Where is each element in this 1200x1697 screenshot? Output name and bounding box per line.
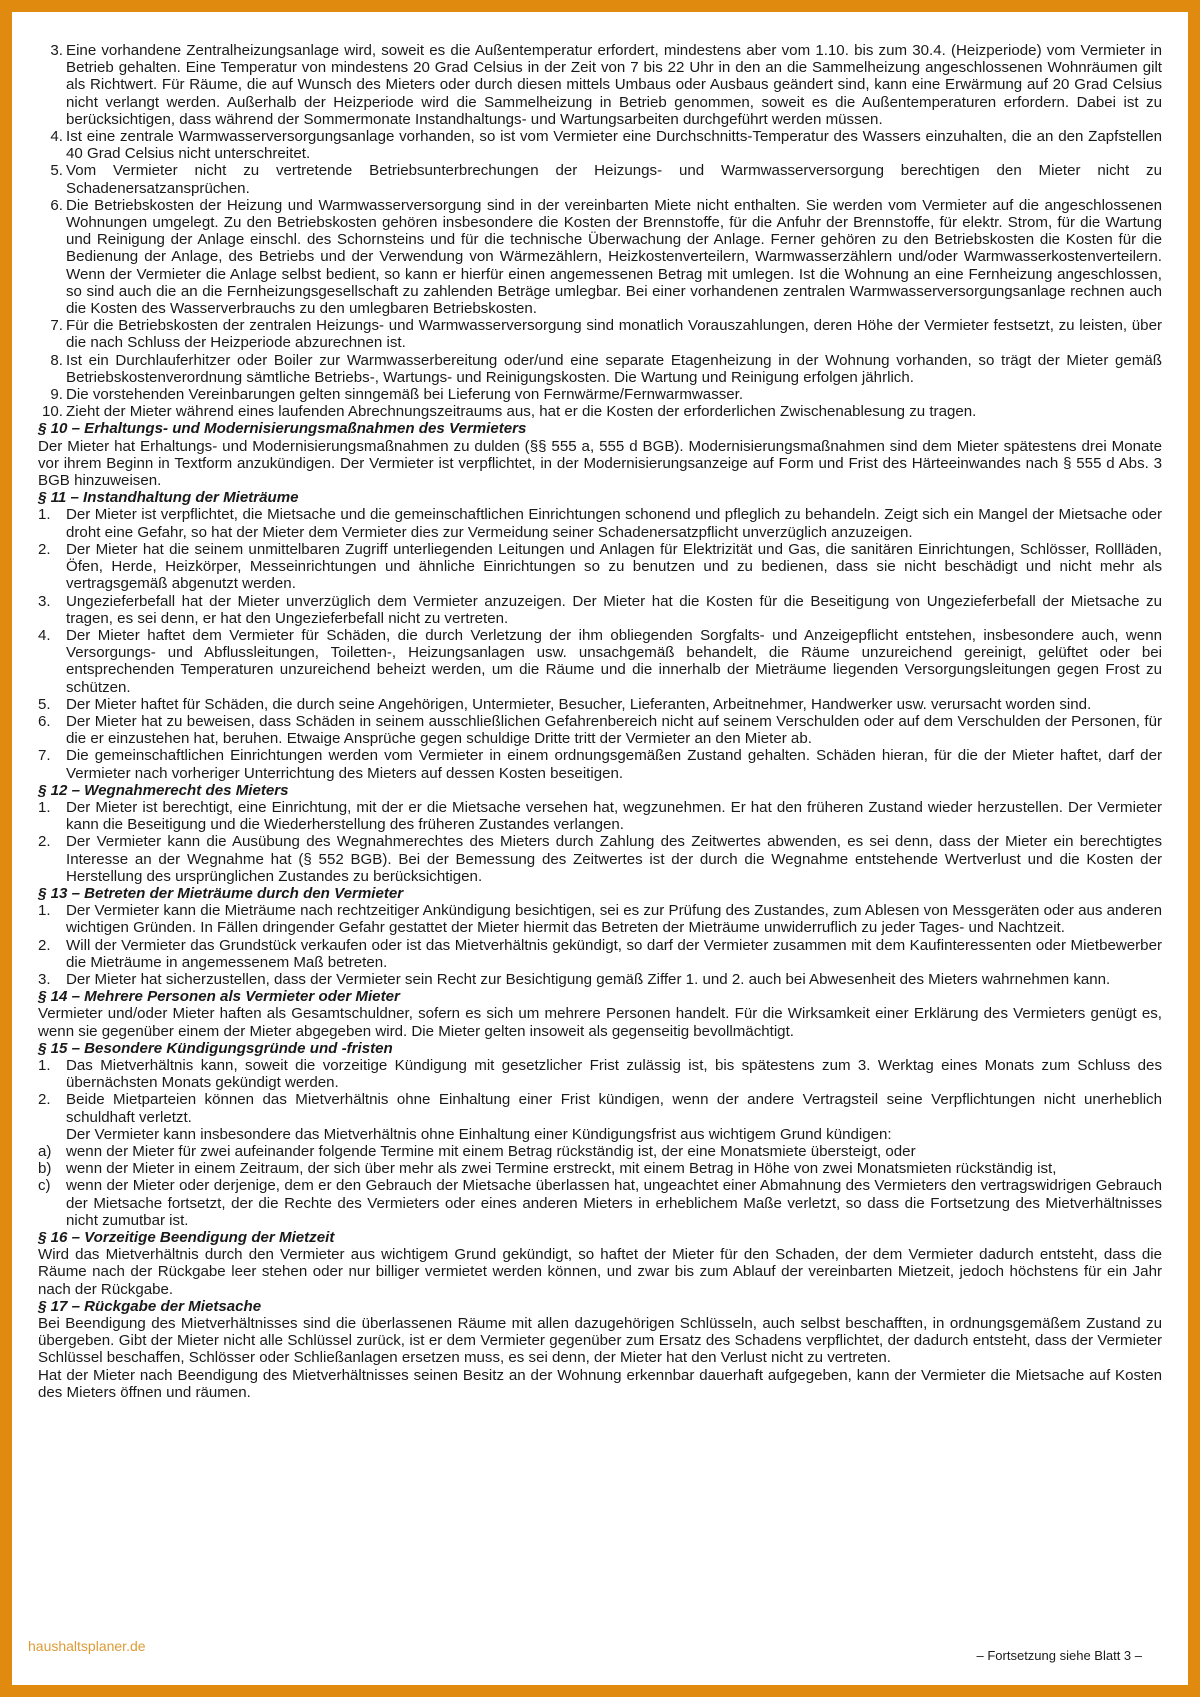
item-text: Der Vermieter kann die Ausübung des Wegnahmerechtes des Mieters durch Zahlung des Zeitwertes abwenden, es sei denn, dass der Mieter ein berechtigtes Interesse an der Wegnahme hat (§ 552 BGB). Bei der Bemessung des Zeitwertes ist der durch die Wegnahme entstehende Wertverlust und die Kosten der Herstellung des ursprünglichen Zustandes zu berücksichtigen. — [66, 833, 1162, 885]
list-item — [38, 747, 1162, 781]
item-text: wenn der Mieter oder derjenige, dem er den Gebrauch der Mietsache überlassen hat, ungeachtet einer Abmahnung des Vermieters den vertragswidrigen Gebrauch der Mietsache fortsetzt, der die Rechte des Vermieters oder eines anderen Mieters in erheblichem Maße verletzt, so dass die Fortsetzung des Mietverhältnisses nicht zumutbar ist. — [66, 1177, 1162, 1229]
item-text: Vom Vermieter nicht zu vertretende Betriebsunterbrechungen der Heizungs- und Warmwasserversorgung berechtigen den Mieter nicht zu Schadenersatzansprüchen. — [66, 162, 1162, 197]
list-item — [38, 506, 1162, 540]
item-text: wenn der Mieter für zwei aufeinander folgende Termine mit einem Betrag rückständig ist, der eine Monatsmiete übersteigt, oder — [66, 1143, 916, 1160]
list-item — [38, 128, 1162, 162]
item-number: 1. — [38, 1056, 51, 1074]
section-13-list — [38, 902, 1162, 988]
item-number: a) — [38, 1143, 52, 1160]
list-item — [38, 1143, 1162, 1160]
item-number: 1. — [38, 902, 51, 920]
item-number: 2. — [38, 1091, 51, 1109]
item-number: 7. — [50, 317, 63, 335]
list-item — [38, 541, 1162, 593]
item-number: 1. — [38, 798, 51, 816]
section-17-title: § 17 – Rückgabe der Mietsache — [38, 1297, 262, 1315]
item-number: c) — [38, 1177, 51, 1195]
section-17-text-2: Hat der Mieter nach Beendigung des Mietverhältnisses seinen Besitz an der Wohnung erkennbar dauerhaft aufgegeben, kann der Vermieter die Mietsache auf Kosten des Mieters öffnen und räumen. — [38, 1366, 1162, 1401]
item-number: 10. — [42, 403, 63, 421]
section-10-text: Der Mieter hat Erhaltungs- und Modernisierungsmaßnahmen zu dulden (§§ 555 a, 555 d BGB). Modernisierungsmaßnahmen sind dem Mieter spätestens drei Monate vor ihrem Beginn in Textform anzukündigen. Der Vermieter ist verpflichtet, in der Modernisierungsanzeige auf Form und Frist des Härteeinwandes nach § 555 d Abs. 3 BGB hinzuweisen. — [38, 437, 1162, 490]
list-item — [38, 1091, 1162, 1125]
item-number: 1. — [38, 506, 51, 524]
list-item — [38, 317, 1162, 351]
item-number: 2. — [38, 833, 51, 851]
list-item — [38, 902, 1162, 936]
item-text: Die gemeinschaftlichen Einrichtungen werden vom Vermieter in einem ordnungsgemäßen Zustand gehalten. Schäden hieran, für die der Mieter haftet, darf der Vermieter nach vorheriger Unterrichtung des Mieters auf dessen Kosten beseitigen. — [66, 747, 1162, 782]
section-14-text: Vermieter und/oder Mieter haften als Gesamtschuldner, sofern es sich um mehrere Personen handelt. Für die Wirksamkeit einer Erklärung des Vermieters genügt es, wenn sie gegenüber einem der Mieter abgegeben wird. Die Mieter gelten insoweit als gegenseitig bevollmächtigt. — [38, 1005, 1162, 1040]
item-number: 3. — [50, 42, 63, 59]
item-text: Beide Mietparteien können das Mietverhältnis ohne Einhaltung einer Frist kündigen, wenn der andere Vertragsteil seine Verpflichtungen nicht unerheblich schuldhaft verletzt. — [66, 1091, 1162, 1126]
item-text: Ist eine zentrale Warmwasserversorgungsanlage vorhanden, so ist vom Vermieter eine Durchschnitts-Temperatur des Wassers einzuhalten, die an den Zapfstellen 40 Grad Celsius nicht unterschreitet. — [66, 128, 1162, 163]
item-text: Der Vermieter kann die Mieträume nach rechtzeitiger Ankündigung besichtigen, sei es zur Prüfung des Zustandes, zum Ablesen von Messgeräten oder aus anderen wichtigen Gründen. In Fällen dringender Gefahr gestattet der Mieter hiermit das Betreten der Mieträume unwiderruflich zu jeder Tages- und Nachtzeit. — [66, 902, 1162, 937]
item-number: 2. — [38, 540, 51, 558]
list-item — [38, 593, 1162, 627]
item-text: Der Mieter hat zu beweisen, dass Schäden in seinem ausschließlichen Gefahrenbereich nicht auf seinem Verschulden oder auf dem Verschulden der Personen, für die er einzustehen hat, beruhen. Etwaige Ansprüche gegen schuldige Dritte tritt der Vermieter an den Mieter ab. — [66, 712, 1162, 748]
item-number: b) — [38, 1160, 52, 1178]
list-item — [38, 197, 1162, 317]
list-item — [38, 833, 1162, 885]
item-text: Die vorstehenden Vereinbarungen gelten sinngemäß bei Lieferung von Fernwärme/Fernwarmwasser. — [66, 386, 744, 404]
list-item — [38, 713, 1162, 747]
section-12-title: § 12 – Wegnahmerecht des Mieters — [38, 781, 289, 799]
watermark: haushaltsplaner.de — [28, 1637, 146, 1654]
section-16-text: Wird das Mietverhältnis durch den Vermieter aus wichtigem Grund gekündigt, so haftet der Mieter für den Schaden, der dem Vermieter dadurch entsteht, dass die Räume nach der Rückgabe leer stehen oder nur billiger vermietet werden können, und zwar bis zum Ablauf der vereinbarten Mietzeit, jedoch höchstens für ein Jahr nach der Rückgabe. — [38, 1246, 1162, 1298]
item-number: 4. — [50, 128, 63, 146]
list-item — [38, 696, 1162, 713]
item-text: Ist ein Durchlauferhitzer oder Boiler zur Warmwasserbereitung oder/und eine separate Etagenheizung in der Wohnung vorhanden, so trägt der Mieter gemäß Betriebskostenverordnung sämtliche Betriebs-, Wartungs- und Reinigungskosten. Die Wartung und Reinigung erfolgen jährlich. — [66, 351, 1162, 386]
continuation-note: – Fortsetzung siehe Blatt 3 – — [976, 1648, 1142, 1663]
item-number: 9. — [50, 386, 63, 404]
item-text: Der Mieter ist berechtigt, eine Einrichtung, mit der er die Mietsache versehen hat, wegzunehmen. Er hat den früheren Zustand wieder herzustellen. Der Vermieter kann die Beseitigung und die Wiederherstellung des früheren Zustandes verlangen. — [66, 798, 1162, 834]
item-text: Der Mieter haftet für Schäden, die durch seine Angehörigen, Untermieter, Besucher, Lieferanten, Arbeitnehmer, Handwerker usw. verursacht worden sind. — [66, 695, 1092, 713]
section-12-list — [38, 799, 1162, 885]
list-item — [38, 627, 1162, 696]
list-item — [38, 971, 1162, 988]
item-number: 4. — [38, 626, 51, 644]
list-item — [38, 1057, 1162, 1091]
item-number: 2. — [38, 936, 51, 954]
item-text: Der Mieter hat sicherzustellen, dass der Vermieter sein Recht zur Besichtigung gemäß Ziffer 1. und 2. auch bei Abwesenheit des Mieters wahrnehmen kann. — [66, 970, 1111, 988]
list-item — [38, 386, 1162, 403]
heating-clauses-list — [38, 42, 1162, 420]
list-item — [38, 352, 1162, 386]
item-number: 6. — [38, 712, 51, 730]
item-text: Ungezieferbefall hat der Mieter unverzüglich dem Vermieter anzuzeigen. Der Mieter hat die Kosten für die Beseitigung von Ungezieferbefall der Mietsache zu tragen, es sei denn, er hat den Ungezieferbefall nicht zu vertreten. — [66, 592, 1162, 627]
section-15-title: § 15 – Besondere Kündigungsgründe und -fristen — [38, 1039, 393, 1057]
section-10-title: § 10 – Erhaltungs- und Modernisierungsmaßnahmen des Vermieters — [38, 420, 527, 438]
item-number: 5. — [50, 162, 63, 180]
item-number: 3. — [38, 592, 51, 610]
list-item — [38, 42, 1162, 128]
item-number: 3. — [38, 970, 51, 988]
list-item — [38, 403, 1162, 420]
item-text: Eine vorhandene Zentralheizungsanlage wird, soweit es die Außentemperatur erfordert, mindestens aber vom 1.10. bis zum 30.4. (Heizperiode) vom Vermieter in Betrieb gehalten. Eine Temperatur von mindestens 20 Grad Celsius in der Zeit von 7 bis 22 Uhr in den an die Sammelheizung angeschlossenen Wohnräumen gilt als Richtwert. Für Räume, die auf Wunsch des Mieters oder durch diesen mittels Umbaus oder Ausbaus geändert sind, kann eine Erwärmung auf 20 Grad Celsius nicht verlangt werden. Außerhalb der Heizperiode wird die Sammelheizung in Betrieb genommen, soweit es die Außentemperaturen erfordern. Dabei ist zu berücksichtigen, dass während der Sommermonate Instandhaltungs- und Wartungsarbeiten durchgeführt werden müssen. — [66, 42, 1162, 128]
item-text: Das Mietverhältnis kann, soweit die vorzeitige Kündigung mit gesetzlicher Frist zulässig ist, bis spätestens zum 3. Werktag eines Monats zum Schluss des übernächsten Monats gekündigt werden. — [66, 1056, 1162, 1092]
item-number: 8. — [50, 351, 63, 369]
section-14-title: § 14 – Mehrere Personen als Vermieter oder Mieter — [38, 988, 400, 1006]
item-number: 7. — [38, 747, 51, 765]
item-text: Der Mieter hat die seinem unmittelbaren Zugriff unterliegenden Leitungen und Anlagen für Elektrizität und Gas, die sanitären Einrichtungen, Schlösser, Rollläden, Öfen, Herde, Heizkörper, Messeinrichtungen und ähnliche Einrichtungen so zu benutzen und zu bedienen, dass sie nicht beschädigt und nicht mehr als vertragsgemäß abgenutzt werden. — [66, 540, 1162, 593]
section-11-title: § 11 – Instandhaltung der Mieträume — [38, 489, 299, 507]
item-text: wenn der Mieter in einem Zeitraum, der sich über mehr als zwei Termine erstreckt, mit einem Betrag in Höhe von zwei Monatsmieten rückständig ist, — [66, 1160, 1057, 1178]
item-text: Der Mieter haftet dem Vermieter für Schäden, die durch Verletzung der ihm obliegenden Sorgfalts- und Anzeigepflicht entstehen, insbesondere auch, wenn Versorgungs- und Abflussleitungen, Toiletten-, Heizungsanlagen usw. unsachgemäß behandelt, die Räume unzureichend gereinigt, gelüftet oder bei entsprechenden Temperaturen unzureichend beheizt werden, um die Räume und die innerhalb der Mieträume liegenden Versorgungsleitungen gegen Frost zu schützen. — [66, 626, 1162, 696]
list-item — [38, 799, 1162, 833]
section-17-text-1: Bei Beendigung des Mietverhältnisses sind die überlassenen Räume mit allen dazugehörigen Schlüsseln, auch selbst beschafften, in ordnungsgemäßem Zustand zu übergeben. Gibt der Mieter nicht alle Schlüssel zurück, ist er dem Vermieter gegenüber zum Ersatz des Schadens verpflichtet, der dadurch entsteht, dass der Vermieter Schlüssel beschaffen, Schlösser oder Schließanlagen ersetzen muss, es sei denn, der Mieter hat den Verlust nicht zu vertreten. — [38, 1315, 1162, 1367]
item-number: 5. — [38, 695, 51, 713]
list-item — [38, 1177, 1162, 1229]
item-number: 6. — [50, 196, 63, 214]
section-15-sublist — [38, 1143, 1162, 1229]
section-11-list — [38, 506, 1162, 781]
list-item — [38, 937, 1162, 971]
item-text: Zieht der Mieter während eines laufenden Abrechnungszeitraums aus, hat er die Kosten der erforderlichen Zwischenablesung zu tragen. — [66, 403, 977, 421]
item-text: Will der Vermieter das Grundstück verkaufen oder ist das Mietverhältnis gekündigt, so darf der Vermieter zusammen mit dem Kaufinteressenten oder Mietbewerber die Mieträume in angemessenem Maß betreten. — [66, 936, 1162, 971]
item-text: Der Mieter ist verpflichtet, die Mietsache und die gemeinschaftlichen Einrichtungen schonend und pfleglich zu behandeln. Zeigt sich ein Mangel der Mietsache oder droht eine Gefahr, so hat der Mieter dem Vermieter dies zur Vermeidung seiner Schadenersatzpflicht unverzüglich anzuzeigen. — [66, 506, 1162, 541]
section-13-title: § 13 – Betreten der Mieträume durch den Vermieter — [38, 884, 404, 902]
item-text: Für die Betriebskosten der zentralen Heizungs- und Warmwasserversorgung sind monatlich Vorauszahlungen, deren Höhe der Vermieter festsetzt, zu leisten, über die nach Schluss der Heizperiode abzurechnen ist. — [66, 317, 1162, 352]
section-15-list — [38, 1057, 1162, 1126]
section-16-title: § 16 – Vorzeitige Beendigung der Mietzeit — [38, 1229, 335, 1247]
list-item — [38, 1160, 1162, 1177]
section-15-intro: Der Vermieter kann insbesondere das Mietverhältnis ohne Einhaltung einer Kündigungsfrist aus wichtigem Grund kündigen: — [66, 1125, 892, 1143]
list-item — [38, 162, 1162, 196]
item-text: Die Betriebskosten der Heizung und Warmwasserversorgung sind in der vereinbarten Miete nicht enthalten. Sie werden vom Vermieter auf die angeschlossenen Wohnungen umgelegt. Zu den Betriebskosten gehören insbesondere die Kosten der Brennstoffe, für die Anfuhr der Brennstoffe, für elektr. Strom, für die Wartung und Reinigung der Anlage einschl. des Schornsteins und für die technische Überwachung der Anlage. Ferner gehören zu den Betriebskosten die Kosten für die Bedienung der Anlage, des Betriebs und der Verwendung von Wärmezählern, Heizkostenverteilern, Warmwasserzählern und/oder Warmwasserkostenverteilern. Wenn der Vermieter die Anlage selbst bedient, so kann er hierfür einen angemessenen Betrag mit umlegen. Ist die Wohnung an eine Fernheizung angeschlossen, so sind auch die an die Fernheizungsgesellschaft zu zahlenden Beträge umlegbar. Bei einer vorhandenen zentralen Warmwasserversorgungsanlage rechnen auch die Kosten des Wasserverbrauchs zu den umlegbaren Betriebskosten. — [66, 196, 1162, 318]
